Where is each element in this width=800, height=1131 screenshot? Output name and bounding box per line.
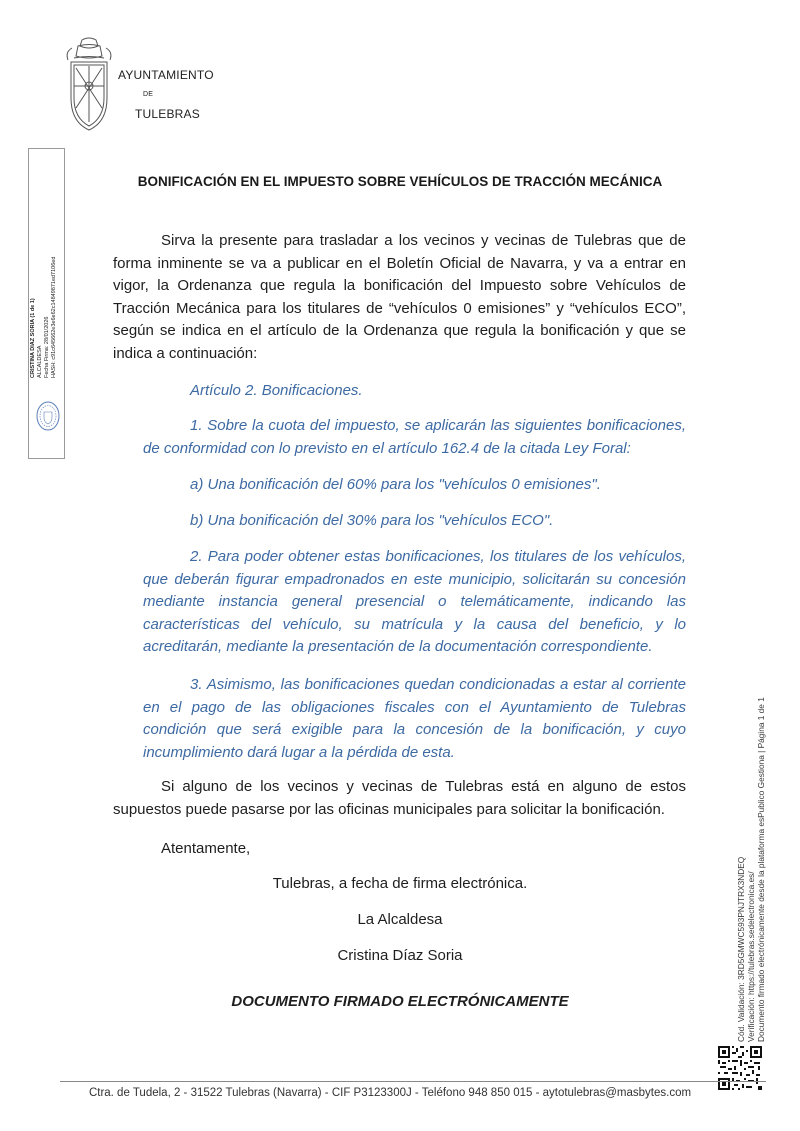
footer-contact: Ctra. de Tudela, 2 - 31522 Tulebras (Navarra) - CIF P3123300J - Teléfono 948 850 015 - aytotulebras@masbytes.com [88,1087,692,1099]
validation-info [736,697,766,1042]
entity-name-line3: TULEBRAS [135,107,200,121]
entity-name-line2: DE [143,91,154,98]
footer-divider [60,1081,766,1082]
signature-date-line: Fecha Firma: 28/01/2026 [44,316,50,378]
signer-role-line: ALCALDESA [37,345,43,378]
platform-note: Documento firmado electrónicamente desde la plataforma esPublico Gestiona | Página 1 de 1 [756,697,766,1042]
verification-link[interactable]: Verificación: https://tulebras.sedelectronica.es/ [746,871,756,1042]
signature-hash-line: HASH: c91c645662e3e6e62c14849871ed7106ed [51,256,57,378]
greeting: Atentamente, [161,840,251,857]
article-paragraph-1: 1. Sobre la cuota del impuesto, se aplicarán las siguientes bonificaciones, de conformidad con lo previsto en el artículo 162.4 de la citada Ley Foral: [143,417,686,457]
coat-of-arms-icon [64,36,114,134]
place-date: Tulebras, a fecha de firma electrónica. [272,875,528,892]
signer-role: La Alcaldesa [357,911,443,928]
qr-code-icon [718,1046,762,1090]
closing-paragraph: Si alguno de los vecinos y vecinas de Tulebras está en alguno de estos supuestos puede pasarse por las oficinas municipales para solicitar la bonificación. [113,778,686,818]
article-paragraph-2: 2. Para poder obtener estas bonificaciones, los titulares de los vehículos, que deberán figurar empadronados en este municipio, solicitarán su concesión mediante instancia general presencial o telemáticamente, indicando las características del vehículo, su matrícula y la causa del beneficio, y lo acreditarán, mediante la presentación de la documentación correspondiente. [143,548,686,655]
signer-line: CRISTINA DIAZ SORIA (1 de 1) [30,298,36,378]
signature-details [30,257,58,378]
document-title: BONIFICACIÓN EN EL IMPUESTO SOBRE VEHÍCULOS DE TRACCIÓN MECÁNICA [137,174,663,189]
electronically-signed-note: DOCUMENTO FIRMADO ELECTRÓNICAMENTE [231,993,569,1010]
entity-name-line1: AYUNTAMIENTO [118,68,214,82]
article-paragraph-3: 3. Asimismo, las bonificaciones quedan condicionadas a estar al corriente en el pago de las obligaciones fiscales con el Ayuntamiento de Tulebras condición que será exigible para la concesión de la bonificación, y cuyo incumplimiento dará lugar a la pérdida de esta. [143,676,686,761]
article-item-b: b) Una bonificación del 30% para los "vehículos ECO". [190,512,554,529]
article-item-a: a) Una bonificación del 60% para los "vehículos 0 emisiones". [190,476,601,493]
intro-paragraph: Sirva la presente para trasladar a los vecinos y vecinas de Tulebras que de forma inminente se va a publicar en el Boletín Oficial de Navarra, y va a entrar en vigor, la Ordenanza que regula la bonificación del Impuesto sobre Vehículos de Tracción Mecánica para los titulares de “vehículos 0 emisiones” y “vehículos ECO”, según se indica en el artículo de la Ordenanza que regula la bonificación y que se indica a continuación: [113,232,686,362]
article-title: Artículo 2. Bonificaciones. [190,382,363,399]
official-seal-icon [35,400,61,432]
validation-code: Cód. Validación: 3RD5GMWC593PNJTRX3NDEQ [736,856,746,1042]
signer-name: Cristina Díaz Soria [337,947,463,964]
